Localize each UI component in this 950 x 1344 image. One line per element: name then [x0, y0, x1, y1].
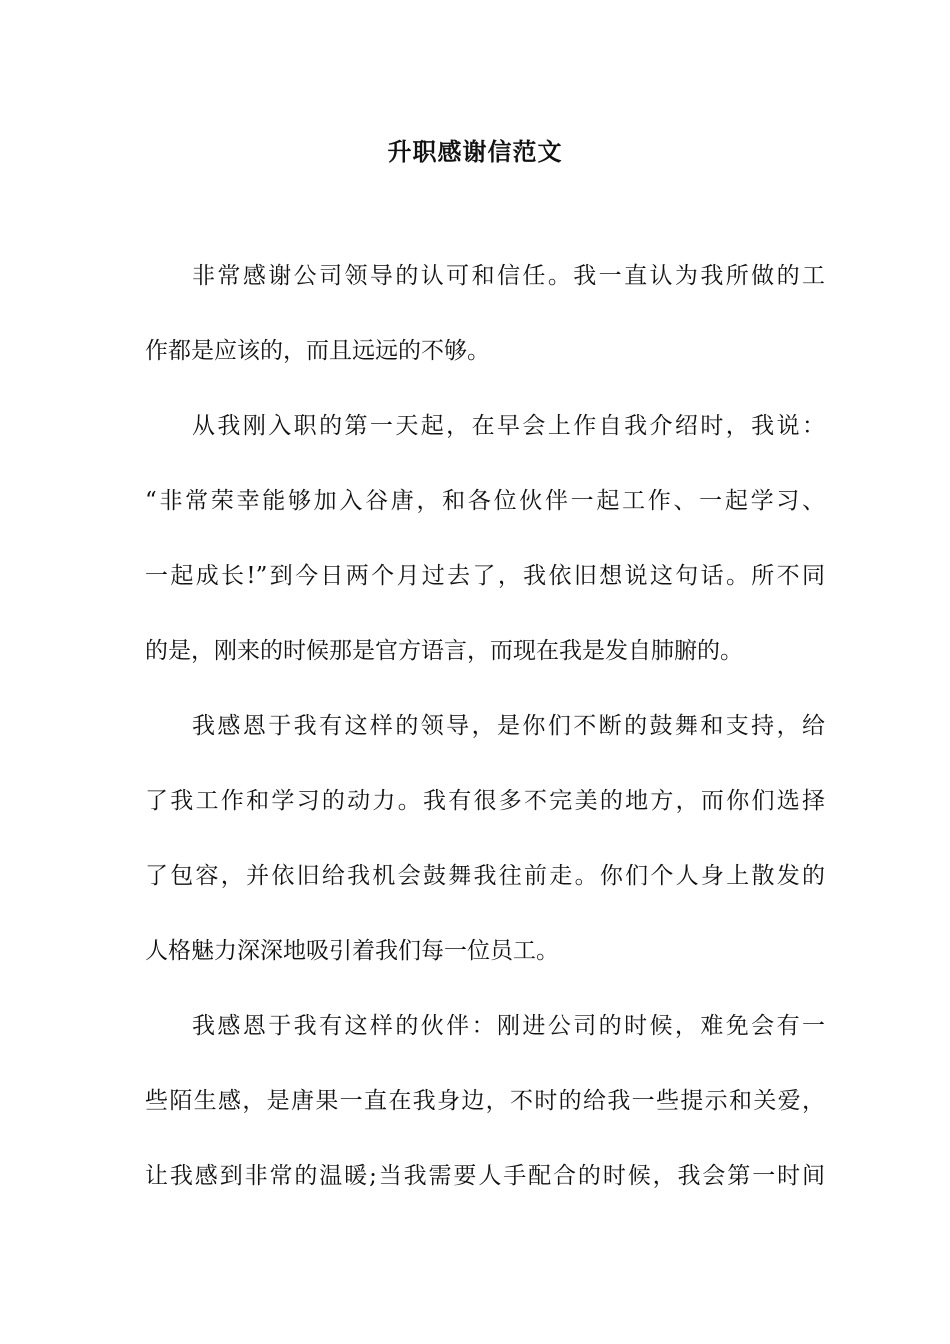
paragraph-3-line-4: 人格魅力深深地吸引着我们每一位员工。 [145, 938, 559, 964]
paragraph-3-line-3: 了包容，并依旧给我机会鼓舞我往前走。你们个人身上散发的 [145, 863, 825, 889]
paragraph-3-line-2: 了我工作和学习的动力。我有很多不完美的地方，而你们选择 [145, 788, 825, 814]
paragraph-4-line-1: 我感恩于我有这样的伙伴：刚进公司的时候，难免会有一 [192, 1013, 825, 1039]
paragraph-1-line-1: 非常感谢公司领导的认可和信任。我一直认为我所做的工 [192, 263, 825, 289]
paragraph-2-line-3: 一起成长!”到今日两个月过去了，我依旧想说这句话。所不同 [145, 563, 825, 589]
paragraph-1-line-2: 作都是应该的，而且远远的不够。 [145, 338, 490, 364]
document-title: 升职感谢信范文 [387, 137, 563, 166]
paragraph-2-line-4: 的是，刚来的时候那是官方语言，而现在我是发自肺腑的。 [145, 638, 743, 664]
paragraph-2-line-1: 从我刚入职的第一天起，在早会上作自我介绍时，我说： [192, 413, 825, 439]
paragraph-2-line-2: “非常荣幸能够加入谷唐，和各位伙伴一起工作、一起学习、 [145, 488, 825, 514]
paragraph-4-line-3: 让我感到非常的温暖;当我需要人手配合的时候，我会第一时间 [145, 1163, 825, 1189]
document-body [145, 256, 825, 1231]
paragraph-3-line-1: 我感恩于我有这样的领导，是你们不断的鼓舞和支持，给 [192, 713, 825, 739]
paragraph-4-line-2: 些陌生感，是唐果一直在我身边，不时的给我一些提示和关爱， [145, 1088, 825, 1114]
